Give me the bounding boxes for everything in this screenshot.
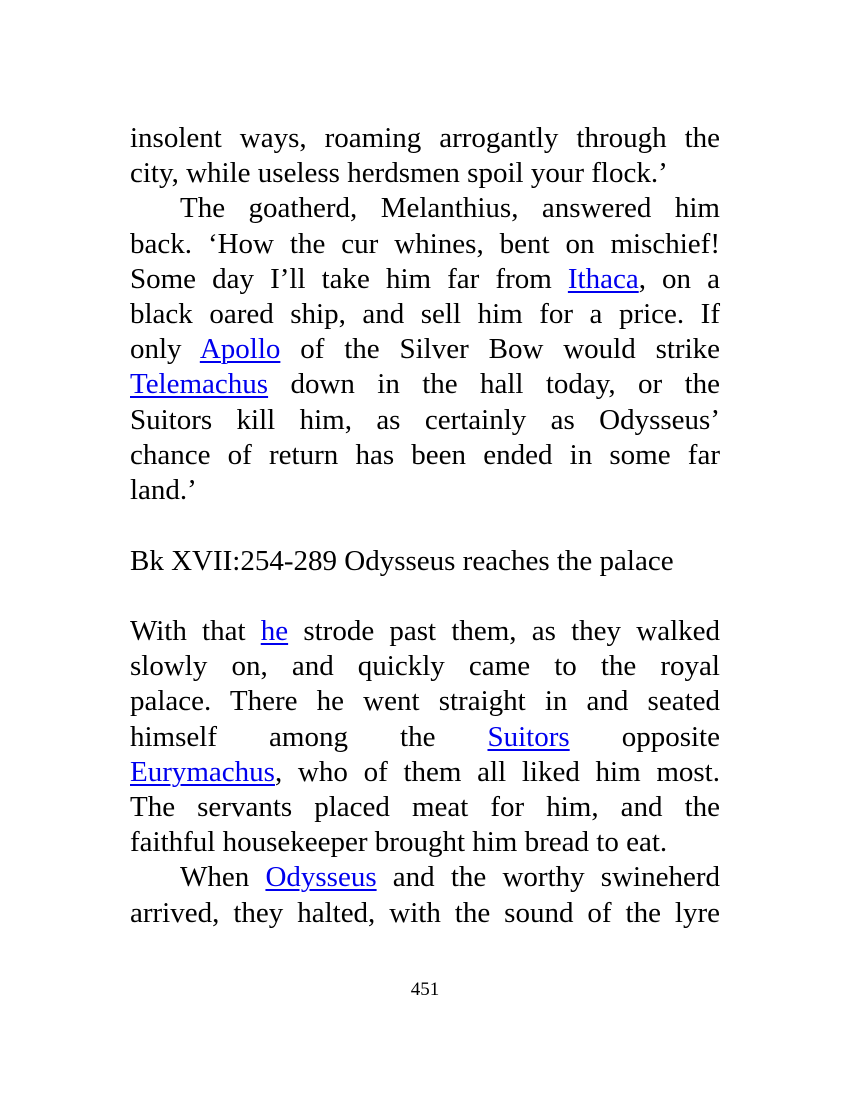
passage-top [130,121,720,508]
link-telemachus[interactable]: Telemachus [130,368,269,401]
text-segment: slowly on, and quickly came to the royal [130,650,720,683]
link-ithaca[interactable]: Ithaca [567,262,639,295]
text-segment: Suitors kill him, as certainly as Odysseus’ [130,403,720,436]
text-segment: down in the hall today, or the [268,368,720,401]
text-segment: With that [130,615,261,647]
text-segment: When [180,861,266,894]
text-line [130,825,720,860]
text-segment: and the worthy swineherd [376,861,720,894]
text-segment: strode past them, as they walked [288,615,721,647]
text-line [130,332,720,367]
text-segment: only [130,333,200,366]
page-number: 451 [410,979,440,1000]
text-segment: , who of them all liked him most. [274,755,720,788]
text-segment: palace. There he went straight in and seated [130,685,720,718]
text-line [130,156,720,191]
passage-bottom [130,614,720,931]
text-line [130,297,720,332]
text-line [130,684,720,719]
section-heading: Bk XVII:254-289 Odysseus reaches the palace [130,545,674,577]
link-suitors[interactable]: Suitors [487,720,570,753]
text-segment: black oared ship, and sell him for a price. If [130,297,720,330]
link-eurymachus[interactable]: Eurymachus [130,755,275,788]
text-line [130,262,720,297]
text-segment: The servants placed meat for him, and the [130,790,720,823]
text-segment: insolent ways, roaming arrogantly through the [130,122,720,154]
text-line [130,896,720,931]
text-segment: opposite [569,720,720,753]
text-segment: , on a [638,262,720,295]
text-segment: city, while useless herdsmen spoil your flock.’ [130,157,668,190]
text-line [130,649,720,684]
text-line [130,473,720,508]
link-odysseus[interactable]: Odysseus [265,861,377,894]
text-line [130,720,720,755]
text-segment: Some day I’ll take him far from [130,262,568,295]
text-line [130,403,720,438]
text-segment: himself among the [130,720,488,753]
text-segment: chance of return has been ended in some far [130,438,720,471]
text-segment: arrived, they halted, with the sound of the lyre [130,896,720,929]
text-line [130,227,720,262]
text-line [130,191,720,226]
text-segment: The goatherd, Melanthius, answered him [180,192,720,225]
text-line [130,790,720,825]
text-line [130,367,720,402]
text-segment: of the Silver Bow would strike [280,333,720,366]
link-he[interactable]: he [260,615,289,647]
link-apollo[interactable]: Apollo [199,333,281,366]
text-line [130,438,720,473]
text-line [130,121,720,156]
text-segment: faithful housekeeper brought him bread to eat. [130,826,668,859]
text-line [130,614,720,649]
text-line [130,860,720,895]
text-segment: land.’ [130,473,197,506]
text-line [130,755,720,790]
text-segment: back. ‘How the cur whines, bent on mischief! [130,227,720,260]
